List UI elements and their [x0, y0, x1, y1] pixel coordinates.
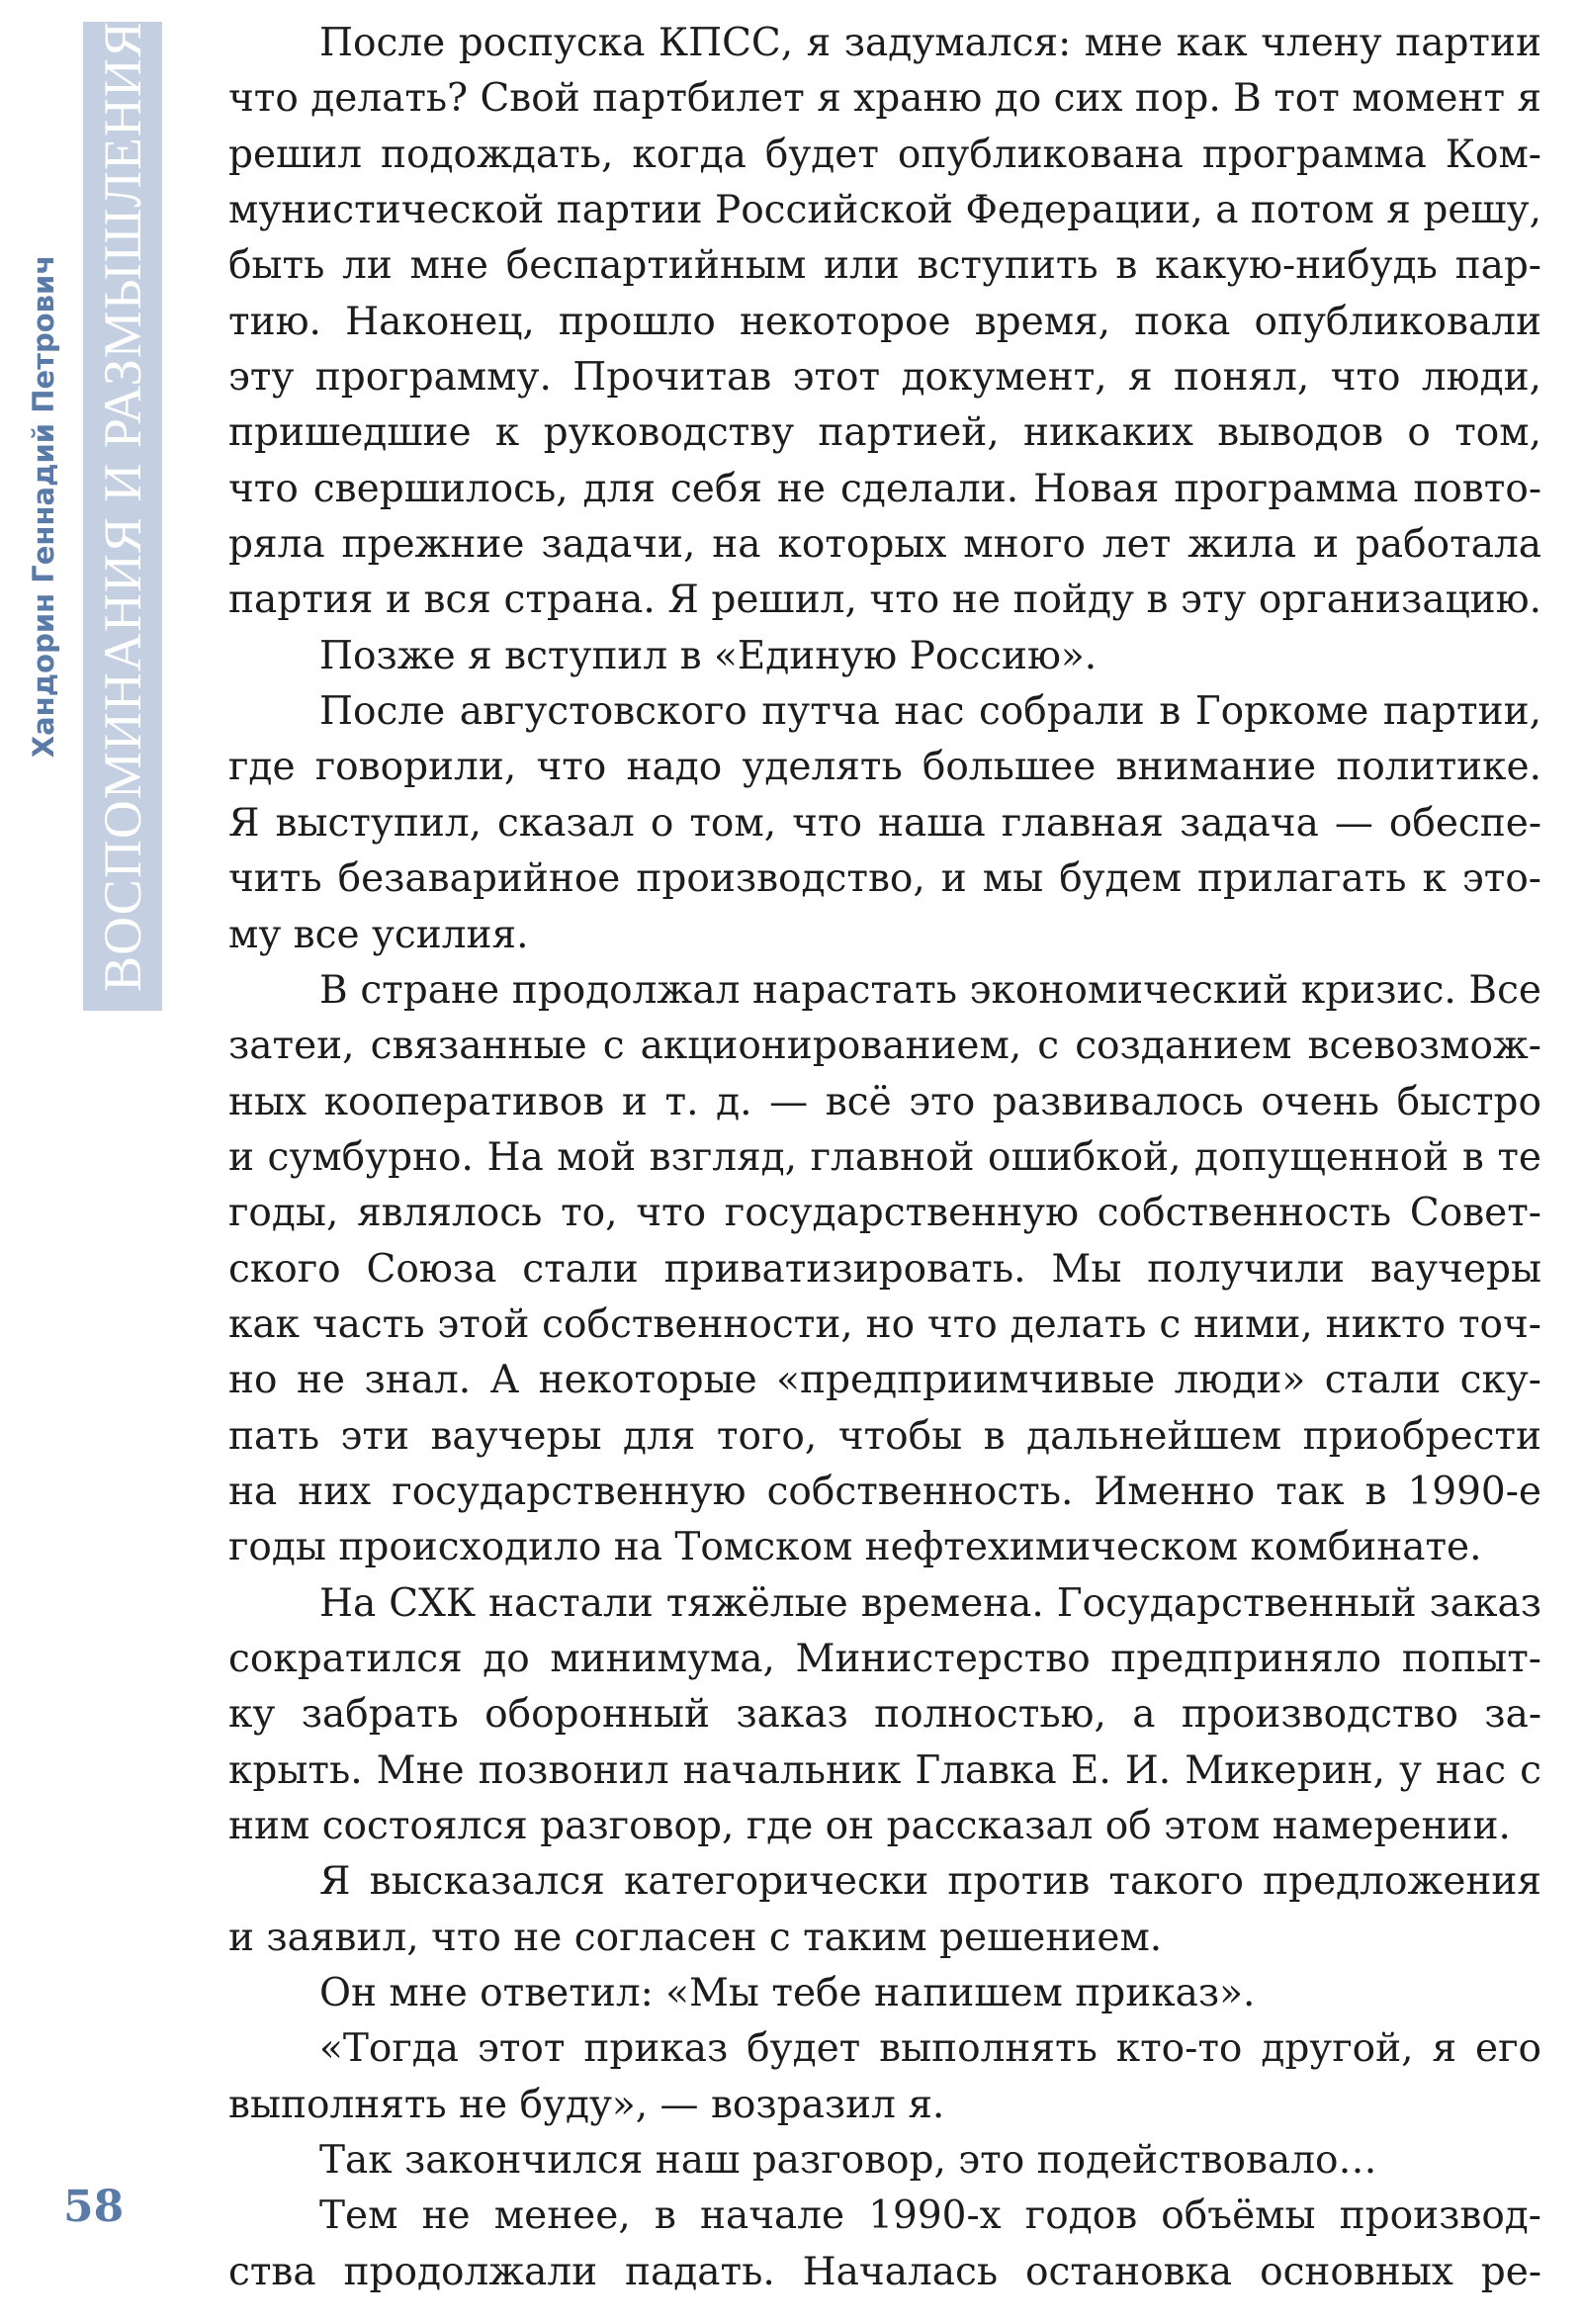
text-line: ку забрать оборонный заказ полностью, а производство за- [228, 1692, 1541, 1738]
text-line: «Тогда этот приказ будет выполнять кто-то другой, я его [319, 2026, 1541, 2072]
text-line: Я высказался категорически против такого предложения [319, 1859, 1541, 1905]
text-line: эту программу. Прочитав этот документ, я понял, что люди, [228, 355, 1541, 401]
text-line: как часть этой собственности, но что делать с ними, никто точ- [228, 1301, 1541, 1347]
text-line: В стране продолжал нарастать экономический кризис. Все [319, 967, 1541, 1013]
text-line: но не знал. А некоторые «предприимчивые люди» стали ску- [228, 1358, 1541, 1403]
text-line: годы происходило на Томском нефтехимическом комбинате. [228, 1525, 1482, 1570]
text-line: ства продолжали падать. Началась остановка основных ре- [228, 2249, 1541, 2294]
text-line: Он мне ответил: «Мы тебе напишем приказ». [319, 1971, 1256, 2016]
text-line: ского Союза стали приватизировать. Мы получили ваучеры [228, 1246, 1541, 1292]
text-line: затеи, связанные с акционированием, с созданием всевозмож- [228, 1024, 1541, 1069]
text-line: Я выступил, сказал о том, что наша главная задача — обеспе- [228, 800, 1541, 846]
text-line: Тем не менее, в начале 1990-х годов объёмы производ- [319, 2193, 1541, 2239]
text-line: быть ли мне беспартийным или вступить в какую-нибудь пар- [228, 243, 1541, 289]
text-line: ряла прежние задачи, на которых много лет жила и работала [228, 522, 1541, 568]
text-line: годы, являлось то, что государственную собственность Совет- [228, 1191, 1541, 1236]
text-line: После роспуска КПСС, я задумался: мне как члену партии [319, 21, 1541, 65]
text-line: тию. Наконец, прошло некоторое время, пока опубликовали [228, 299, 1541, 344]
section-title: ВОСПОМИНАНИЯ И РАЗМЫШЛЕНИЯ [93, 21, 152, 992]
text-line: После августовского путча нас собрали в Горкоме партии, [319, 689, 1541, 735]
text-line: ним состоялся разговор, где он рассказал об этом намерении. [228, 1804, 1511, 1848]
text-line: Позже я вступил в «Единую Россию». [319, 633, 1098, 678]
text-line: ных кооперативов и т. д. — всё это развивалось очень быстро [228, 1079, 1541, 1124]
text-line: и сумбурно. На мой взгляд, главной ошибкой, допущенной в те [228, 1134, 1541, 1180]
text-line: мунистической партии Российской Федерации, а потом я решу, [228, 188, 1541, 233]
text-line: что свершилось, для себя не сделали. Новая программа повто- [228, 466, 1541, 511]
text-line: му все усилия. [228, 912, 529, 957]
text-line: Так закончился наш разговор, это подействовало… [319, 2138, 1377, 2184]
text-line: на них государственную собственность. Именно так в 1990-е [228, 1469, 1541, 1514]
body-text [228, 16, 1541, 2300]
text-line: пришедшие к руководству партией, никаких выводов о том, [228, 410, 1541, 456]
text-line: На СХК настали тяжёлые времена. Государственный заказ [319, 1580, 1541, 1626]
page-number: 58 [63, 2182, 125, 2232]
text-line: решил подождать, когда будет опубликована программа Ком- [228, 132, 1541, 177]
author-name: Хандорин Геннадий Петрович [27, 254, 60, 759]
text-line: партия и вся страна. Я решил, что не пойду в эту организацию. [228, 578, 1541, 623]
text-line: где говорили, что надо уделять большее внимание политике. [228, 745, 1541, 790]
text-line: что делать? Свой партбилет я храню до сих пор. В тот момент я [228, 76, 1541, 122]
text-line: пать эти ваучеры для того, чтобы в дальнейшем приобрести [228, 1413, 1541, 1459]
text-line: крыть. Мне позвонил начальник Главка Е. И. Микерин, у нас с [228, 1747, 1541, 1793]
text-line: выполнять не буду», — возразил я. [228, 2082, 945, 2127]
text-line: и заявил, что не согласен с таким решением. [228, 1915, 1163, 1960]
text-line: сократился до минимума, Министерство предприняло попыт- [228, 1636, 1541, 1681]
text-line: чить безаварийное производство, и мы будем прилагать к это- [228, 856, 1541, 902]
